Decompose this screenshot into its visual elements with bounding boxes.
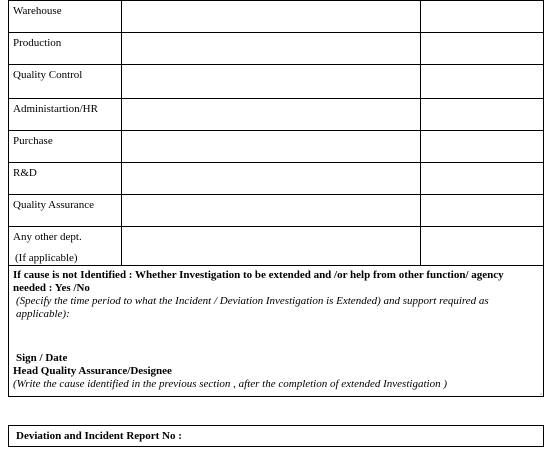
investigation-note: (Specify the time period to what the Incident / Deviation Investigation is Extended) and support required as applicable):: [16, 295, 489, 320]
dept-label-other: [9, 227, 122, 266]
dept-sign-cell[interactable]: [421, 195, 544, 227]
dept-details-cell[interactable]: [122, 33, 421, 65]
table-row: [9, 195, 544, 227]
table-row: [9, 163, 544, 195]
sign-date-label: Sign / Date: [16, 352, 68, 364]
table-row: [9, 1, 544, 33]
dept-sign-cell[interactable]: [421, 99, 544, 131]
dept-label: Quality Control: [9, 65, 122, 99]
dept-details-cell[interactable]: [122, 1, 421, 33]
report-number-label: Deviation and Incident Report No :: [16, 430, 182, 442]
dept-label: Production: [9, 33, 122, 65]
dept-details-cell[interactable]: [122, 65, 421, 99]
table-row: [9, 99, 544, 131]
dept-sign-cell[interactable]: [421, 33, 544, 65]
table-row: [9, 227, 544, 266]
corner-mark: ▫: [540, 392, 543, 398]
dept-label: Purchase: [9, 131, 122, 163]
table-row: [9, 65, 544, 99]
other-dept-line1: Any other dept.: [13, 231, 82, 243]
investigation-block: [8, 266, 544, 397]
dept-details-cell[interactable]: [122, 99, 421, 131]
investigation-question: If cause is not Identified : Whether Investigation to be extended and /or help from other function/ agency needed : Yes /No: [13, 269, 504, 294]
table-row: [9, 33, 544, 65]
dept-sign-cell[interactable]: [421, 1, 544, 33]
head-qa-label: Head Quality Assurance/Designee: [13, 365, 172, 377]
dept-sign-cell[interactable]: [421, 131, 544, 163]
dept-sign-cell[interactable]: [421, 163, 544, 195]
form-sheet: [8, 0, 544, 397]
dept-details-cell[interactable]: [122, 163, 421, 195]
dept-label: R&D: [9, 163, 122, 195]
dept-label: Quality Assurance: [9, 195, 122, 227]
report-number-box[interactable]: [8, 425, 544, 447]
dept-sign-cell[interactable]: [421, 65, 544, 99]
dept-details-cell[interactable]: [122, 131, 421, 163]
dept-label: Warehouse: [9, 1, 122, 33]
write-cause-note: (Write the cause identified in the previous section , after the completion of extended Investigation ): [13, 378, 447, 390]
dept-sign-cell[interactable]: [421, 227, 544, 266]
dept-details-cell[interactable]: [122, 195, 421, 227]
dept-details-cell[interactable]: [122, 227, 421, 266]
other-dept-line2: (If applicable): [15, 252, 78, 264]
department-table: [8, 0, 544, 266]
dept-label: Administartion/HR: [9, 99, 122, 131]
table-row: [9, 131, 544, 163]
